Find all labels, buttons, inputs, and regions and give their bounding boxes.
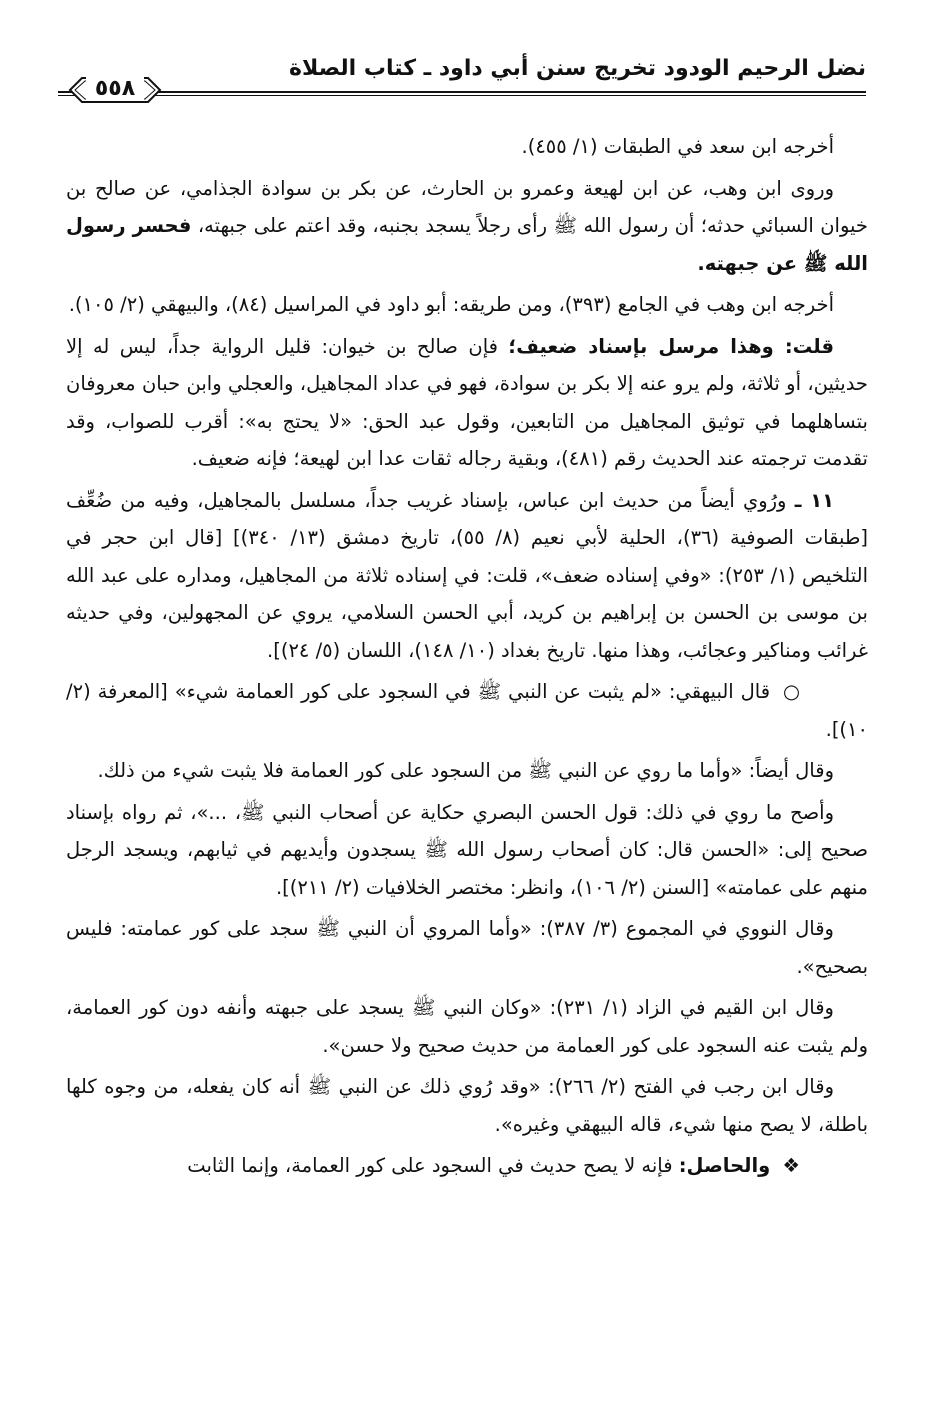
paragraph-text: وقال ابن رجب في الفتح (٢/ ٢٦٦): «وقد رُوي ذلك عن النبي ﷺ أنه كان يفعله، من وجوه كلها باطلة، لا يصح منها شيء، قاله البيهقي وغيره». [66,1075,868,1136]
item-number: ١١ ـ [794,488,834,512]
paragraph-lead: قلت: وهذا مرسل بإسناد ضعيف؛ [508,334,834,358]
circle-bullet-icon: ○ [783,680,801,703]
paragraph-bayhaqi-also [66,752,868,790]
paragraph-text: فإن صالح بن خيوان: قليل الرواية جداً، ليس له إلا حديثين، أو ثلاثة، ولم يرو عنه إلا بكر بن سوادة، فهو في عداد المجاهيل، والعجلي وابن حبان معروفان بتساهلهما في توثيق المجاهيل من التابعين، وقول عبد الحق: «لا يحتج به»: أقرب للصواب، وقد تقدمت ترجمته عند الحديث رقم (٤٨١)، وبقية رجاله ثقات عدا ابن لهيعة؛ فإنه ضعيف. [66,334,868,470]
paragraph-bold-text: فحسر رسول الله ﷺ عن جبهته. [66,214,868,275]
paragraph-hasan-basri [66,794,868,907]
paragraph-text: وروى ابن وهب، عن ابن لهيعة وعمرو بن الحارث، عن بكر بن سوادة الجذامي، عن صالح بن خيوان السبائي حدثه؛ أن رسول الله ﷺ رأى رجلاً يسجد بجنبه، وقد اعتم على جبهته، [66,176,868,237]
paragraph-text: وقال ابن القيم في الزاد (١/ ٢٣١): «وكان النبي ﷺ يسجد على جبهته وأنفه دون كور العمامة، ولم يثبت عنه السجود على كور العمامة من حديث صحيح ولا حسن». [66,996,868,1057]
paragraph-ibn-wahb-narration [66,170,868,283]
ornament-bullet-icon: ❖ [782,1154,800,1177]
paragraph-conclusion [66,1147,868,1185]
paragraph-text: وأصح ما روي في ذلك: قول الحسن البصري حكاية عن أصحاب النبي ﷺ، ...»، ثم رواه بإسناد صحيح إلى: «الحسن قال: كان أصحاب رسول الله ﷺ يسجدون وأيديهم في ثيابهم، ويسجد الرجل منهم على عمامته» [السنن (٢/ ١٠٦)، وانظر: مختصر الخلافيات (٢/ ٢١١)]. [66,800,868,899]
paragraph-ibn-qayyim [66,989,868,1064]
paragraph-text: فإنه لا يصح حديث في السجود على كور العمامة، وإنما الثابت [187,1154,673,1177]
header-title: نضل الرحيم الودود تخريج سنن أبي داود ـ كتاب الصلاة [289,56,866,81]
header-rule [58,91,866,96]
paragraph-ibn-rajab [66,1068,868,1143]
paragraph-ibn-saad [66,128,868,166]
paragraph-lead: والحاصل: [678,1154,771,1177]
paragraph-bayhaqi [66,673,868,748]
page-body [66,128,868,1189]
paragraph-text: وقال أيضاً: «وأما ما روي عن النبي ﷺ من السجود على كور العمامة فلا يثبت شيء من ذلك. [97,759,834,782]
running-header [58,54,866,104]
paragraph-nawawi [66,910,868,985]
paragraph-text: ورُوي أيضاً من حديث ابن عباس، بإسناد غريب جداً، مسلسل بالمجاهيل، وفيه من ضُعِّف [طبقات الصوفية (٣٦)، الحلية لأبي نعيم (٨/ ٥٥)، تاريخ دمشق (١٣/ ٣٤٠)] [قال ابن حجر في التلخيص (١/ ٢٥٣): «وفي إسناده ضعف»، قلت: في إسناده ثلاثة من المجاهيل، ومداره على عبد الله بن موسى بن الحسن بن إبراهيم بن كريد، أبي الحسن السلامي، يروي عن المجهولين، وفي حديثه غرائب ومناكير وعجائب، وهذا منها. تاريخ بغداد (١٠/ ١٤٨)، اللسان (٥/ ٢٤)]. [66,488,868,662]
paragraph-text: قال البيهقي: «لم يثبت عن النبي ﷺ في السجود على كور العمامة شيء» [المعرفة (٢/ ١٠)]. [66,680,868,741]
paragraph-item-11 [66,482,868,670]
paragraph-ibn-wahb-source [66,286,868,324]
paragraph-assessment [66,328,868,478]
paragraph-text: وقال النووي في المجموع (٣/ ٣٨٧): «وأما المروي أن النبي ﷺ سجد على كور عمامته: فليس بصحيح». [66,917,868,978]
page-number: ٥٥٨ [86,76,144,101]
paragraph-text: أخرجه ابن وهب في الجامع (٣٩٣)، ومن طريقه: أبو داود في المراسيل (٨٤)، والبيهقي (٢/ ١٠٥). [68,293,834,316]
paragraph-text: أخرجه ابن سعد في الطبقات (١/ ٤٥٥). [521,135,834,158]
page-number-frame [66,70,164,110]
